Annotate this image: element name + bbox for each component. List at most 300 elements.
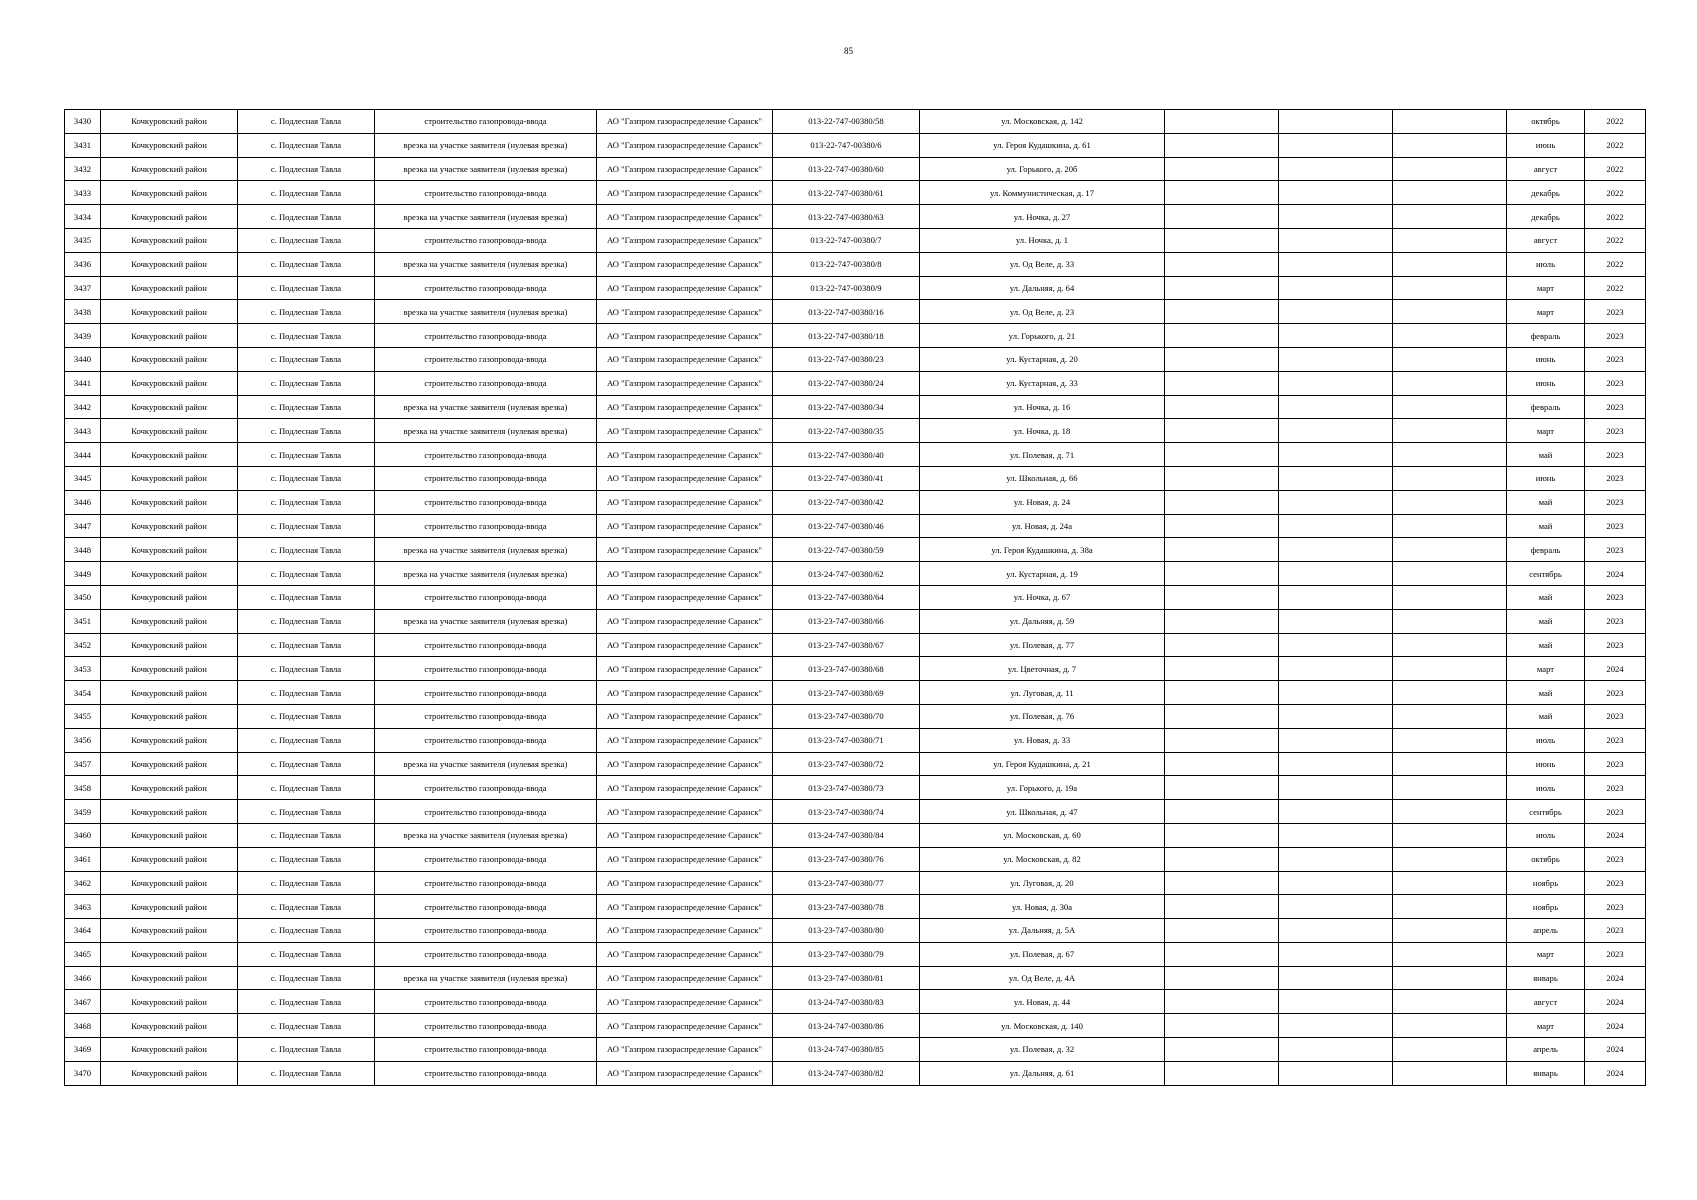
- empty-cell: [1393, 823, 1507, 847]
- empty-cell: [1165, 966, 1279, 990]
- row-number-cell: 3437: [65, 276, 101, 300]
- month-cell: май: [1507, 514, 1585, 538]
- work-type-cell: строительство газопровода-ввода: [375, 324, 597, 348]
- empty-cell: [1165, 823, 1279, 847]
- organization-cell: АО "Газпром газораспределение Саранск": [597, 110, 773, 134]
- address-cell: ул. Кустарная, д. 20: [920, 347, 1165, 371]
- row-number-cell: 3433: [65, 181, 101, 205]
- empty-cell: [1165, 657, 1279, 681]
- locality-cell: с. Подлесная Тавла: [238, 205, 375, 229]
- registration-code-cell: 013-22-747-00380/9: [773, 276, 920, 300]
- address-cell: ул. Од Веле, д. 33: [920, 252, 1165, 276]
- district-cell: Кочкуровский район: [101, 347, 238, 371]
- work-type-cell: врезка на участке заявителя (нулевая врезка): [375, 133, 597, 157]
- organization-cell: АО "Газпром газораспределение Саранск": [597, 895, 773, 919]
- empty-cell: [1165, 347, 1279, 371]
- organization-cell: АО "Газпром газораспределение Саранск": [597, 395, 773, 419]
- month-cell: июль: [1507, 776, 1585, 800]
- organization-cell: АО "Газпром газораспределение Саранск": [597, 562, 773, 586]
- empty-cell: [1393, 728, 1507, 752]
- empty-cell: [1393, 490, 1507, 514]
- address-cell: ул. Дальняя, д. 5А: [920, 919, 1165, 943]
- empty-cell: [1279, 371, 1393, 395]
- locality-cell: с. Подлесная Тавла: [238, 704, 375, 728]
- empty-cell: [1393, 1038, 1507, 1062]
- year-cell: 2023: [1585, 942, 1646, 966]
- district-cell: Кочкуровский район: [101, 443, 238, 467]
- locality-cell: с. Подлесная Тавла: [238, 252, 375, 276]
- work-type-cell: строительство газопровода-ввода: [375, 181, 597, 205]
- empty-cell: [1393, 347, 1507, 371]
- empty-cell: [1279, 157, 1393, 181]
- address-cell: ул. Од Веле, д. 4А: [920, 966, 1165, 990]
- locality-cell: с. Подлесная Тавла: [238, 800, 375, 824]
- register-body: [65, 110, 1646, 1086]
- empty-cell: [1279, 871, 1393, 895]
- month-cell: август: [1507, 990, 1585, 1014]
- empty-cell: [1279, 752, 1393, 776]
- locality-cell: с. Подлесная Тавла: [238, 823, 375, 847]
- work-type-cell: строительство газопровода-ввода: [375, 514, 597, 538]
- address-cell: ул. Ночка, д. 67: [920, 585, 1165, 609]
- work-type-cell: строительство газопровода-ввода: [375, 490, 597, 514]
- empty-cell: [1393, 466, 1507, 490]
- empty-cell: [1393, 443, 1507, 467]
- work-type-cell: строительство газопровода-ввода: [375, 228, 597, 252]
- empty-cell: [1393, 966, 1507, 990]
- month-cell: май: [1507, 585, 1585, 609]
- month-cell: март: [1507, 1014, 1585, 1038]
- registration-code-cell: 013-23-747-00380/72: [773, 752, 920, 776]
- year-cell: 2022: [1585, 181, 1646, 205]
- empty-cell: [1165, 895, 1279, 919]
- empty-cell: [1279, 585, 1393, 609]
- registration-code-cell: 013-22-747-00380/41: [773, 466, 920, 490]
- address-cell: ул. Московская, д. 140: [920, 1014, 1165, 1038]
- organization-cell: АО "Газпром газораспределение Саранск": [597, 157, 773, 181]
- organization-cell: АО "Газпром газораспределение Саранск": [597, 371, 773, 395]
- empty-cell: [1165, 1038, 1279, 1062]
- empty-cell: [1393, 633, 1507, 657]
- table-row: [65, 609, 1646, 633]
- empty-cell: [1279, 966, 1393, 990]
- month-cell: март: [1507, 276, 1585, 300]
- district-cell: Кочкуровский район: [101, 395, 238, 419]
- address-cell: ул. Луговая, д. 11: [920, 681, 1165, 705]
- empty-cell: [1165, 752, 1279, 776]
- registration-code-cell: 013-24-747-00380/86: [773, 1014, 920, 1038]
- year-cell: 2023: [1585, 704, 1646, 728]
- row-number-cell: 3442: [65, 395, 101, 419]
- registration-code-cell: 013-22-747-00380/42: [773, 490, 920, 514]
- address-cell: ул. Горького, д. 20б: [920, 157, 1165, 181]
- address-cell: ул. Ночка, д. 1: [920, 228, 1165, 252]
- district-cell: Кочкуровский район: [101, 324, 238, 348]
- year-cell: 2023: [1585, 847, 1646, 871]
- empty-cell: [1165, 1061, 1279, 1085]
- locality-cell: с. Подлесная Тавла: [238, 990, 375, 1014]
- locality-cell: с. Подлесная Тавла: [238, 776, 375, 800]
- year-cell: 2023: [1585, 895, 1646, 919]
- month-cell: февраль: [1507, 395, 1585, 419]
- organization-cell: АО "Газпром газораспределение Саранск": [597, 585, 773, 609]
- address-cell: ул. Кустарная, д. 33: [920, 371, 1165, 395]
- locality-cell: с. Подлесная Тавла: [238, 276, 375, 300]
- row-number-cell: 3447: [65, 514, 101, 538]
- month-cell: апрель: [1507, 919, 1585, 943]
- registration-code-cell: 013-22-747-00380/6: [773, 133, 920, 157]
- district-cell: Кочкуровский район: [101, 585, 238, 609]
- empty-cell: [1393, 609, 1507, 633]
- organization-cell: АО "Газпром газораспределение Саранск": [597, 205, 773, 229]
- work-type-cell: строительство газопровода-ввода: [375, 585, 597, 609]
- address-cell: ул. Ночка, д. 27: [920, 205, 1165, 229]
- month-cell: декабрь: [1507, 181, 1585, 205]
- empty-cell: [1393, 157, 1507, 181]
- district-cell: Кочкуровский район: [101, 419, 238, 443]
- row-number-cell: 3450: [65, 585, 101, 609]
- empty-cell: [1165, 490, 1279, 514]
- month-cell: август: [1507, 228, 1585, 252]
- empty-cell: [1393, 1014, 1507, 1038]
- empty-cell: [1165, 300, 1279, 324]
- address-cell: ул. Полевая, д. 76: [920, 704, 1165, 728]
- address-cell: ул. Новая, д. 30а: [920, 895, 1165, 919]
- organization-cell: АО "Газпром газораспределение Саранск": [597, 1014, 773, 1038]
- month-cell: январь: [1507, 1061, 1585, 1085]
- table-row: [65, 847, 1646, 871]
- empty-cell: [1279, 276, 1393, 300]
- row-number-cell: 3449: [65, 562, 101, 586]
- registration-code-cell: 013-24-747-00380/85: [773, 1038, 920, 1062]
- locality-cell: с. Подлесная Тавла: [238, 919, 375, 943]
- empty-cell: [1393, 585, 1507, 609]
- organization-cell: АО "Газпром газораспределение Саранск": [597, 776, 773, 800]
- registration-code-cell: 013-22-747-00380/40: [773, 443, 920, 467]
- empty-cell: [1279, 1061, 1393, 1085]
- table-row: [65, 419, 1646, 443]
- empty-cell: [1165, 633, 1279, 657]
- organization-cell: АО "Газпром газораспределение Саранск": [597, 300, 773, 324]
- address-cell: ул. Полевая, д. 77: [920, 633, 1165, 657]
- row-number-cell: 3438: [65, 300, 101, 324]
- table-row: [65, 205, 1646, 229]
- locality-cell: с. Подлесная Тавла: [238, 514, 375, 538]
- empty-cell: [1279, 562, 1393, 586]
- year-cell: 2023: [1585, 419, 1646, 443]
- empty-cell: [1279, 776, 1393, 800]
- work-type-cell: строительство газопровода-ввода: [375, 633, 597, 657]
- table-row: [65, 252, 1646, 276]
- locality-cell: с. Подлесная Тавла: [238, 419, 375, 443]
- year-cell: 2023: [1585, 585, 1646, 609]
- row-number-cell: 3441: [65, 371, 101, 395]
- table-row: [65, 776, 1646, 800]
- district-cell: Кочкуровский район: [101, 942, 238, 966]
- row-number-cell: 3451: [65, 609, 101, 633]
- district-cell: Кочкуровский район: [101, 895, 238, 919]
- work-type-cell: строительство газопровода-ввода: [375, 728, 597, 752]
- empty-cell: [1279, 657, 1393, 681]
- address-cell: ул. Коммунистическая, д. 17: [920, 181, 1165, 205]
- work-type-cell: строительство газопровода-ввода: [375, 776, 597, 800]
- work-type-cell: строительство газопровода-ввода: [375, 110, 597, 134]
- empty-cell: [1393, 704, 1507, 728]
- year-cell: 2024: [1585, 657, 1646, 681]
- work-type-cell: строительство газопровода-ввода: [375, 1038, 597, 1062]
- district-cell: Кочкуровский район: [101, 1038, 238, 1062]
- registration-code-cell: 013-22-747-00380/60: [773, 157, 920, 181]
- district-cell: Кочкуровский район: [101, 514, 238, 538]
- empty-cell: [1279, 228, 1393, 252]
- registration-code-cell: 013-23-747-00380/74: [773, 800, 920, 824]
- address-cell: ул. Горького, д. 19а: [920, 776, 1165, 800]
- month-cell: май: [1507, 609, 1585, 633]
- work-type-cell: врезка на участке заявителя (нулевая врезка): [375, 609, 597, 633]
- empty-cell: [1279, 847, 1393, 871]
- registration-code-cell: 013-23-747-00380/81: [773, 966, 920, 990]
- row-number-cell: 3462: [65, 871, 101, 895]
- register-table: [64, 109, 1646, 1086]
- locality-cell: с. Подлесная Тавла: [238, 324, 375, 348]
- page-number: 85: [844, 46, 853, 56]
- row-number-cell: 3439: [65, 324, 101, 348]
- table-row: [65, 347, 1646, 371]
- row-number-cell: 3465: [65, 942, 101, 966]
- table-row: [65, 942, 1646, 966]
- address-cell: ул. Цветочная, д. 7: [920, 657, 1165, 681]
- row-number-cell: 3457: [65, 752, 101, 776]
- empty-cell: [1279, 490, 1393, 514]
- district-cell: Кочкуровский район: [101, 371, 238, 395]
- empty-cell: [1279, 633, 1393, 657]
- address-cell: ул. Школьная, д. 47: [920, 800, 1165, 824]
- year-cell: 2022: [1585, 252, 1646, 276]
- table-row: [65, 538, 1646, 562]
- district-cell: Кочкуровский район: [101, 966, 238, 990]
- month-cell: апрель: [1507, 1038, 1585, 1062]
- row-number-cell: 3468: [65, 1014, 101, 1038]
- empty-cell: [1165, 443, 1279, 467]
- table-row: [65, 133, 1646, 157]
- empty-cell: [1393, 562, 1507, 586]
- year-cell: 2023: [1585, 395, 1646, 419]
- empty-cell: [1165, 181, 1279, 205]
- empty-cell: [1165, 585, 1279, 609]
- year-cell: 2023: [1585, 681, 1646, 705]
- organization-cell: АО "Газпром газораспределение Саранск": [597, 609, 773, 633]
- empty-cell: [1165, 157, 1279, 181]
- empty-cell: [1165, 252, 1279, 276]
- locality-cell: с. Подлесная Тавла: [238, 942, 375, 966]
- empty-cell: [1393, 419, 1507, 443]
- month-cell: март: [1507, 942, 1585, 966]
- district-cell: Кочкуровский район: [101, 609, 238, 633]
- district-cell: Кочкуровский район: [101, 466, 238, 490]
- month-cell: август: [1507, 157, 1585, 181]
- year-cell: 2022: [1585, 276, 1646, 300]
- registration-code-cell: 013-23-747-00380/76: [773, 847, 920, 871]
- work-type-cell: строительство газопровода-ввода: [375, 681, 597, 705]
- year-cell: 2023: [1585, 871, 1646, 895]
- empty-cell: [1393, 990, 1507, 1014]
- registration-code-cell: 013-23-747-00380/79: [773, 942, 920, 966]
- locality-cell: с. Подлесная Тавла: [238, 609, 375, 633]
- year-cell: 2024: [1585, 562, 1646, 586]
- month-cell: май: [1507, 443, 1585, 467]
- year-cell: 2024: [1585, 966, 1646, 990]
- empty-cell: [1393, 371, 1507, 395]
- month-cell: март: [1507, 419, 1585, 443]
- registration-code-cell: 013-23-747-00380/78: [773, 895, 920, 919]
- organization-cell: АО "Газпром газораспределение Саранск": [597, 181, 773, 205]
- year-cell: 2023: [1585, 800, 1646, 824]
- locality-cell: с. Подлесная Тавла: [238, 181, 375, 205]
- district-cell: Кочкуровский район: [101, 1014, 238, 1038]
- year-cell: 2023: [1585, 538, 1646, 562]
- empty-cell: [1393, 919, 1507, 943]
- row-number-cell: 3458: [65, 776, 101, 800]
- month-cell: июнь: [1507, 466, 1585, 490]
- district-cell: Кочкуровский район: [101, 633, 238, 657]
- empty-cell: [1279, 300, 1393, 324]
- year-cell: 2023: [1585, 752, 1646, 776]
- work-type-cell: строительство газопровода-ввода: [375, 657, 597, 681]
- registration-code-cell: 013-22-747-00380/23: [773, 347, 920, 371]
- organization-cell: АО "Газпром газораспределение Саранск": [597, 490, 773, 514]
- address-cell: ул. Героя Кудашкина, д. 38а: [920, 538, 1165, 562]
- empty-cell: [1279, 466, 1393, 490]
- address-cell: ул. Ночка, д. 18: [920, 419, 1165, 443]
- table-row: [65, 300, 1646, 324]
- month-cell: май: [1507, 633, 1585, 657]
- organization-cell: АО "Газпром газораспределение Саранск": [597, 847, 773, 871]
- district-cell: Кочкуровский район: [101, 252, 238, 276]
- work-type-cell: строительство газопровода-ввода: [375, 871, 597, 895]
- address-cell: ул. Героя Кудашкина, д. 21: [920, 752, 1165, 776]
- district-cell: Кочкуровский район: [101, 800, 238, 824]
- district-cell: Кочкуровский район: [101, 990, 238, 1014]
- organization-cell: АО "Газпром газораспределение Саранск": [597, 990, 773, 1014]
- address-cell: ул. Новая, д. 24а: [920, 514, 1165, 538]
- district-cell: Кочкуровский район: [101, 205, 238, 229]
- empty-cell: [1165, 728, 1279, 752]
- month-cell: май: [1507, 704, 1585, 728]
- locality-cell: с. Подлесная Тавла: [238, 371, 375, 395]
- empty-cell: [1165, 609, 1279, 633]
- empty-cell: [1165, 276, 1279, 300]
- empty-cell: [1165, 133, 1279, 157]
- registration-code-cell: 013-23-747-00380/70: [773, 704, 920, 728]
- table-row: [65, 966, 1646, 990]
- empty-cell: [1393, 133, 1507, 157]
- work-type-cell: врезка на участке заявителя (нулевая врезка): [375, 538, 597, 562]
- locality-cell: с. Подлесная Тавла: [238, 728, 375, 752]
- year-cell: 2023: [1585, 514, 1646, 538]
- month-cell: июль: [1507, 728, 1585, 752]
- organization-cell: АО "Газпром газораспределение Саранск": [597, 823, 773, 847]
- registration-code-cell: 013-24-747-00380/82: [773, 1061, 920, 1085]
- registration-code-cell: 013-24-747-00380/83: [773, 990, 920, 1014]
- empty-cell: [1279, 704, 1393, 728]
- empty-cell: [1165, 942, 1279, 966]
- empty-cell: [1165, 395, 1279, 419]
- empty-cell: [1165, 776, 1279, 800]
- address-cell: ул. Кустарная, д. 19: [920, 562, 1165, 586]
- table-row: [65, 395, 1646, 419]
- row-number-cell: 3459: [65, 800, 101, 824]
- table-row: [65, 276, 1646, 300]
- registration-code-cell: 013-22-747-00380/59: [773, 538, 920, 562]
- year-cell: 2023: [1585, 633, 1646, 657]
- organization-cell: АО "Газпром газораспределение Саранск": [597, 633, 773, 657]
- locality-cell: с. Подлесная Тавла: [238, 585, 375, 609]
- empty-cell: [1165, 110, 1279, 134]
- table-row: [65, 157, 1646, 181]
- district-cell: Кочкуровский район: [101, 728, 238, 752]
- locality-cell: с. Подлесная Тавла: [238, 562, 375, 586]
- year-cell: 2024: [1585, 1061, 1646, 1085]
- address-cell: ул. Школьная, д. 66: [920, 466, 1165, 490]
- empty-cell: [1393, 871, 1507, 895]
- table-row: [65, 895, 1646, 919]
- organization-cell: АО "Газпром газораспределение Саранск": [597, 942, 773, 966]
- locality-cell: с. Подлесная Тавла: [238, 157, 375, 181]
- month-cell: ноябрь: [1507, 871, 1585, 895]
- empty-cell: [1279, 800, 1393, 824]
- empty-cell: [1165, 371, 1279, 395]
- district-cell: Кочкуровский район: [101, 1061, 238, 1085]
- work-type-cell: строительство газопровода-ввода: [375, 895, 597, 919]
- table-row: [65, 490, 1646, 514]
- empty-cell: [1279, 919, 1393, 943]
- registration-code-cell: 013-23-747-00380/69: [773, 681, 920, 705]
- row-number-cell: 3469: [65, 1038, 101, 1062]
- locality-cell: с. Подлесная Тавла: [238, 1038, 375, 1062]
- month-cell: май: [1507, 681, 1585, 705]
- work-type-cell: строительство газопровода-ввода: [375, 942, 597, 966]
- locality-cell: с. Подлесная Тавла: [238, 1061, 375, 1085]
- registration-code-cell: 013-22-747-00380/35: [773, 419, 920, 443]
- locality-cell: с. Подлесная Тавла: [238, 895, 375, 919]
- table-row: [65, 110, 1646, 134]
- registration-code-cell: 013-23-747-00380/71: [773, 728, 920, 752]
- row-number-cell: 3467: [65, 990, 101, 1014]
- row-number-cell: 3463: [65, 895, 101, 919]
- organization-cell: АО "Газпром газораспределение Саранск": [597, 276, 773, 300]
- district-cell: Кочкуровский район: [101, 157, 238, 181]
- month-cell: декабрь: [1507, 205, 1585, 229]
- month-cell: февраль: [1507, 538, 1585, 562]
- empty-cell: [1279, 990, 1393, 1014]
- registration-code-cell: 013-23-747-00380/67: [773, 633, 920, 657]
- year-cell: 2023: [1585, 324, 1646, 348]
- empty-cell: [1279, 324, 1393, 348]
- organization-cell: АО "Газпром газораспределение Саранск": [597, 228, 773, 252]
- district-cell: Кочкуровский район: [101, 681, 238, 705]
- district-cell: Кочкуровский район: [101, 871, 238, 895]
- registration-code-cell: 013-22-747-00380/18: [773, 324, 920, 348]
- table-row: [65, 871, 1646, 895]
- year-cell: 2023: [1585, 728, 1646, 752]
- address-cell: ул. Героя Кудашкина, д. 61: [920, 133, 1165, 157]
- empty-cell: [1393, 847, 1507, 871]
- address-cell: ул. Новая, д. 44: [920, 990, 1165, 1014]
- month-cell: июнь: [1507, 371, 1585, 395]
- empty-cell: [1393, 514, 1507, 538]
- locality-cell: с. Подлесная Тавла: [238, 347, 375, 371]
- empty-cell: [1165, 681, 1279, 705]
